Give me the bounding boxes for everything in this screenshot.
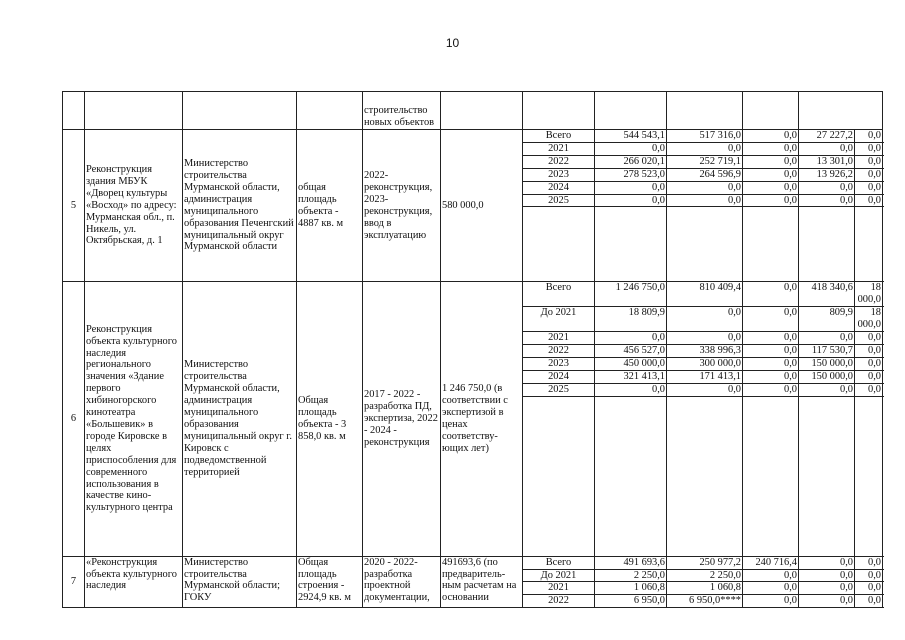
row-number: 5 — [63, 130, 85, 282]
finance-other: 0,0 — [855, 556, 883, 569]
finance-regional — [743, 396, 799, 556]
object-capacity: Общая площадь объекта - 3 858,0 кв. м — [297, 282, 363, 556]
finance-regional: 0,0 — [743, 142, 799, 155]
finance-municipal: 27 227,2 — [799, 130, 855, 143]
finance-municipal: 0,0 — [799, 569, 855, 582]
finance-total: 18 809,9 — [595, 307, 667, 332]
finance-other: 0,0 — [855, 344, 883, 357]
finance-other: 0,0 — [855, 181, 883, 194]
finance-other: 0,0 — [855, 332, 883, 345]
finance-municipal: 150 000,0 — [799, 357, 855, 370]
finance-other: 0,0 — [855, 155, 883, 168]
finance-municipal: 13 301,0 — [799, 155, 855, 168]
finance-federal: 338 996,3 — [667, 344, 743, 357]
finance-regional: 0,0 — [743, 155, 799, 168]
finance-year: 2025 — [523, 383, 595, 396]
finance-total: 6 950,0 — [595, 595, 667, 608]
finance-regional: 0,0 — [743, 344, 799, 357]
finance-year: Всего — [523, 556, 595, 569]
finance-regional: 0,0 — [743, 357, 799, 370]
estimated-cost: 1 246 750,0 (в соответствии с экспертизой в ценах соответству-ющих лет) — [441, 282, 523, 556]
table-cell — [799, 92, 883, 130]
estimated-cost: 580 000,0 — [441, 130, 523, 282]
finance-total — [595, 207, 667, 282]
finance-federal: 0,0 — [667, 383, 743, 396]
finance-other: 18 000,0 — [855, 307, 883, 332]
finance-year — [523, 207, 595, 282]
finance-municipal: 0,0 — [799, 383, 855, 396]
finance-federal — [667, 207, 743, 282]
finance-regional: 0,0 — [743, 370, 799, 383]
finance-federal: 252 719,1 — [667, 155, 743, 168]
finance-other: 0,0 — [855, 569, 883, 582]
finance-federal: 0,0 — [667, 194, 743, 207]
finance-municipal: 0,0 — [799, 181, 855, 194]
finance-total: 491 693,6 — [595, 556, 667, 569]
finance-federal: 2 250,0 — [667, 569, 743, 582]
finance-year: 2022 — [523, 344, 595, 357]
investment-objects-table — [62, 91, 883, 608]
finance-year: Всего — [523, 282, 595, 307]
finance-other: 0,0 — [855, 370, 883, 383]
finance-municipal: 0,0 — [799, 332, 855, 345]
finance-federal: 0,0 — [667, 307, 743, 332]
finance-federal: 0,0 — [667, 181, 743, 194]
finance-total: 278 523,0 — [595, 168, 667, 181]
object-name: Реконструкция здания МБУК «Дворец культуры «Восход» по адресу: Мурманская обл., п. Никель, ул. Октябрьская, д. 1 — [85, 130, 183, 282]
finance-federal: 0,0 — [667, 142, 743, 155]
finance-other: 18 000,0 — [855, 282, 883, 307]
finance-other: 0,0 — [855, 582, 883, 595]
finance-municipal: 13 926,2 — [799, 168, 855, 181]
finance-total: 321 413,1 — [595, 370, 667, 383]
finance-year: 2022 — [523, 155, 595, 168]
finance-year: 2021 — [523, 142, 595, 155]
table-row — [63, 556, 883, 569]
table-cell — [183, 92, 297, 130]
finance-regional: 0,0 — [743, 181, 799, 194]
construction-period: 2020 - 2022- разработка проектной документации, — [363, 556, 441, 608]
finance-federal — [667, 396, 743, 556]
finance-other: 0,0 — [855, 595, 883, 608]
finance-total: 0,0 — [595, 142, 667, 155]
table-cell — [667, 92, 743, 130]
finance-other: 0,0 — [855, 383, 883, 396]
row-number: 6 — [63, 282, 85, 556]
finance-municipal: 0,0 — [799, 142, 855, 155]
finance-other: 0,0 — [855, 357, 883, 370]
finance-year: 2025 — [523, 194, 595, 207]
finance-federal: 0,0 — [667, 332, 743, 345]
finance-municipal: 0,0 — [799, 194, 855, 207]
table-cell — [523, 92, 595, 130]
object-name: Реконструкция объекта культурного наследия регионального значения «Здание первого хибиногорского кинотеатра «Большевик» в городе Кировске в целях приспособления для современного использования в качестве кино-культурного центра — [85, 282, 183, 556]
finance-federal: 517 316,0 — [667, 130, 743, 143]
finance-municipal: 0,0 — [799, 582, 855, 595]
finance-municipal — [799, 207, 855, 282]
finance-year: 2021 — [523, 582, 595, 595]
customer-name: Министерство строительства Мурманской области, администрация муниципального образования муниципальный округ г. Кировск с подведомственной территорией — [183, 282, 297, 556]
table-cell — [297, 92, 363, 130]
estimated-cost: 491693,6 (по предваритель-ным расчетам на основании — [441, 556, 523, 608]
finance-federal: 1 060,8 — [667, 582, 743, 595]
finance-year: 2024 — [523, 181, 595, 194]
finance-other: 0,0 — [855, 194, 883, 207]
finance-regional: 0,0 — [743, 130, 799, 143]
finance-total: 1 246 750,0 — [595, 282, 667, 307]
finance-regional: 0,0 — [743, 383, 799, 396]
finance-year: 2022 — [523, 595, 595, 608]
object-capacity: общая площадь объекта - 4887 кв. м — [297, 130, 363, 282]
finance-total: 544 543,1 — [595, 130, 667, 143]
table-cell — [85, 92, 183, 130]
row-number: 7 — [63, 556, 85, 608]
finance-regional: 0,0 — [743, 282, 799, 307]
finance-total: 0,0 — [595, 194, 667, 207]
finance-municipal: 809,9 — [799, 307, 855, 332]
finance-municipal — [799, 396, 855, 556]
finance-municipal: 0,0 — [799, 595, 855, 608]
finance-federal: 6 950,0**** — [667, 595, 743, 608]
finance-year: До 2021 — [523, 307, 595, 332]
finance-other — [855, 396, 883, 556]
object-name: «Реконструкция объекта культурного наследия — [85, 556, 183, 608]
finance-other: 0,0 — [855, 142, 883, 155]
finance-regional: 0,0 — [743, 194, 799, 207]
finance-total: 266 020,1 — [595, 155, 667, 168]
finance-regional: 0,0 — [743, 307, 799, 332]
finance-total: 2 250,0 — [595, 569, 667, 582]
finance-municipal: 117 530,7 — [799, 344, 855, 357]
finance-municipal: 418 340,6 — [799, 282, 855, 307]
finance-year: 2023 — [523, 168, 595, 181]
period-cell: строительство новых объектов — [363, 92, 441, 130]
finance-regional: 0,0 — [743, 332, 799, 345]
finance-total: 1 060,8 — [595, 582, 667, 595]
finance-regional: 0,0 — [743, 595, 799, 608]
table-row — [63, 282, 883, 307]
finance-total: 456 527,0 — [595, 344, 667, 357]
finance-federal: 810 409,4 — [667, 282, 743, 307]
finance-total: 0,0 — [595, 383, 667, 396]
finance-year: Всего — [523, 130, 595, 143]
finance-year: 2023 — [523, 357, 595, 370]
construction-period: 2017 - 2022 - разработка ПД, экспертиза, 2022 - 2024 - реконструкция — [363, 282, 441, 556]
construction-period: 2022-реконструкция, 2023-реконструкция, ввод в эксплуатацию — [363, 130, 441, 282]
finance-regional: 0,0 — [743, 168, 799, 181]
finance-municipal: 150 000,0 — [799, 370, 855, 383]
finance-other — [855, 207, 883, 282]
table-cell — [63, 92, 85, 130]
finance-total: 450 000,0 — [595, 357, 667, 370]
finance-other: 0,0 — [855, 168, 883, 181]
table-cell — [595, 92, 667, 130]
finance-regional: 0,0 — [743, 569, 799, 582]
finance-year: 2021 — [523, 332, 595, 345]
object-capacity: Общая площадь строения - 2924,9 кв. м — [297, 556, 363, 608]
continued-row — [63, 92, 883, 130]
finance-total — [595, 396, 667, 556]
finance-federal: 300 000,0 — [667, 357, 743, 370]
finance-year: До 2021 — [523, 569, 595, 582]
table-row — [63, 130, 883, 143]
customer-name: Министерство строительства Мурманской области; ГОКУ — [183, 556, 297, 608]
page-number: 10 — [445, 36, 460, 50]
finance-total: 0,0 — [595, 332, 667, 345]
finance-year: 2024 — [523, 370, 595, 383]
finance-federal: 264 596,9 — [667, 168, 743, 181]
finance-year — [523, 396, 595, 556]
finance-federal: 171 413,1 — [667, 370, 743, 383]
customer-name: Министерство строительства Мурманской области, администрация муниципального образования Печенгский муниципальный округ Мурманской области — [183, 130, 297, 282]
finance-regional: 0,0 — [743, 582, 799, 595]
finance-municipal: 0,0 — [799, 556, 855, 569]
table-cell — [743, 92, 799, 130]
finance-total: 0,0 — [595, 181, 667, 194]
finance-other: 0,0 — [855, 130, 883, 143]
finance-regional: 240 716,4 — [743, 556, 799, 569]
table-cell — [441, 92, 523, 130]
finance-regional — [743, 207, 799, 282]
finance-federal: 250 977,2 — [667, 556, 743, 569]
